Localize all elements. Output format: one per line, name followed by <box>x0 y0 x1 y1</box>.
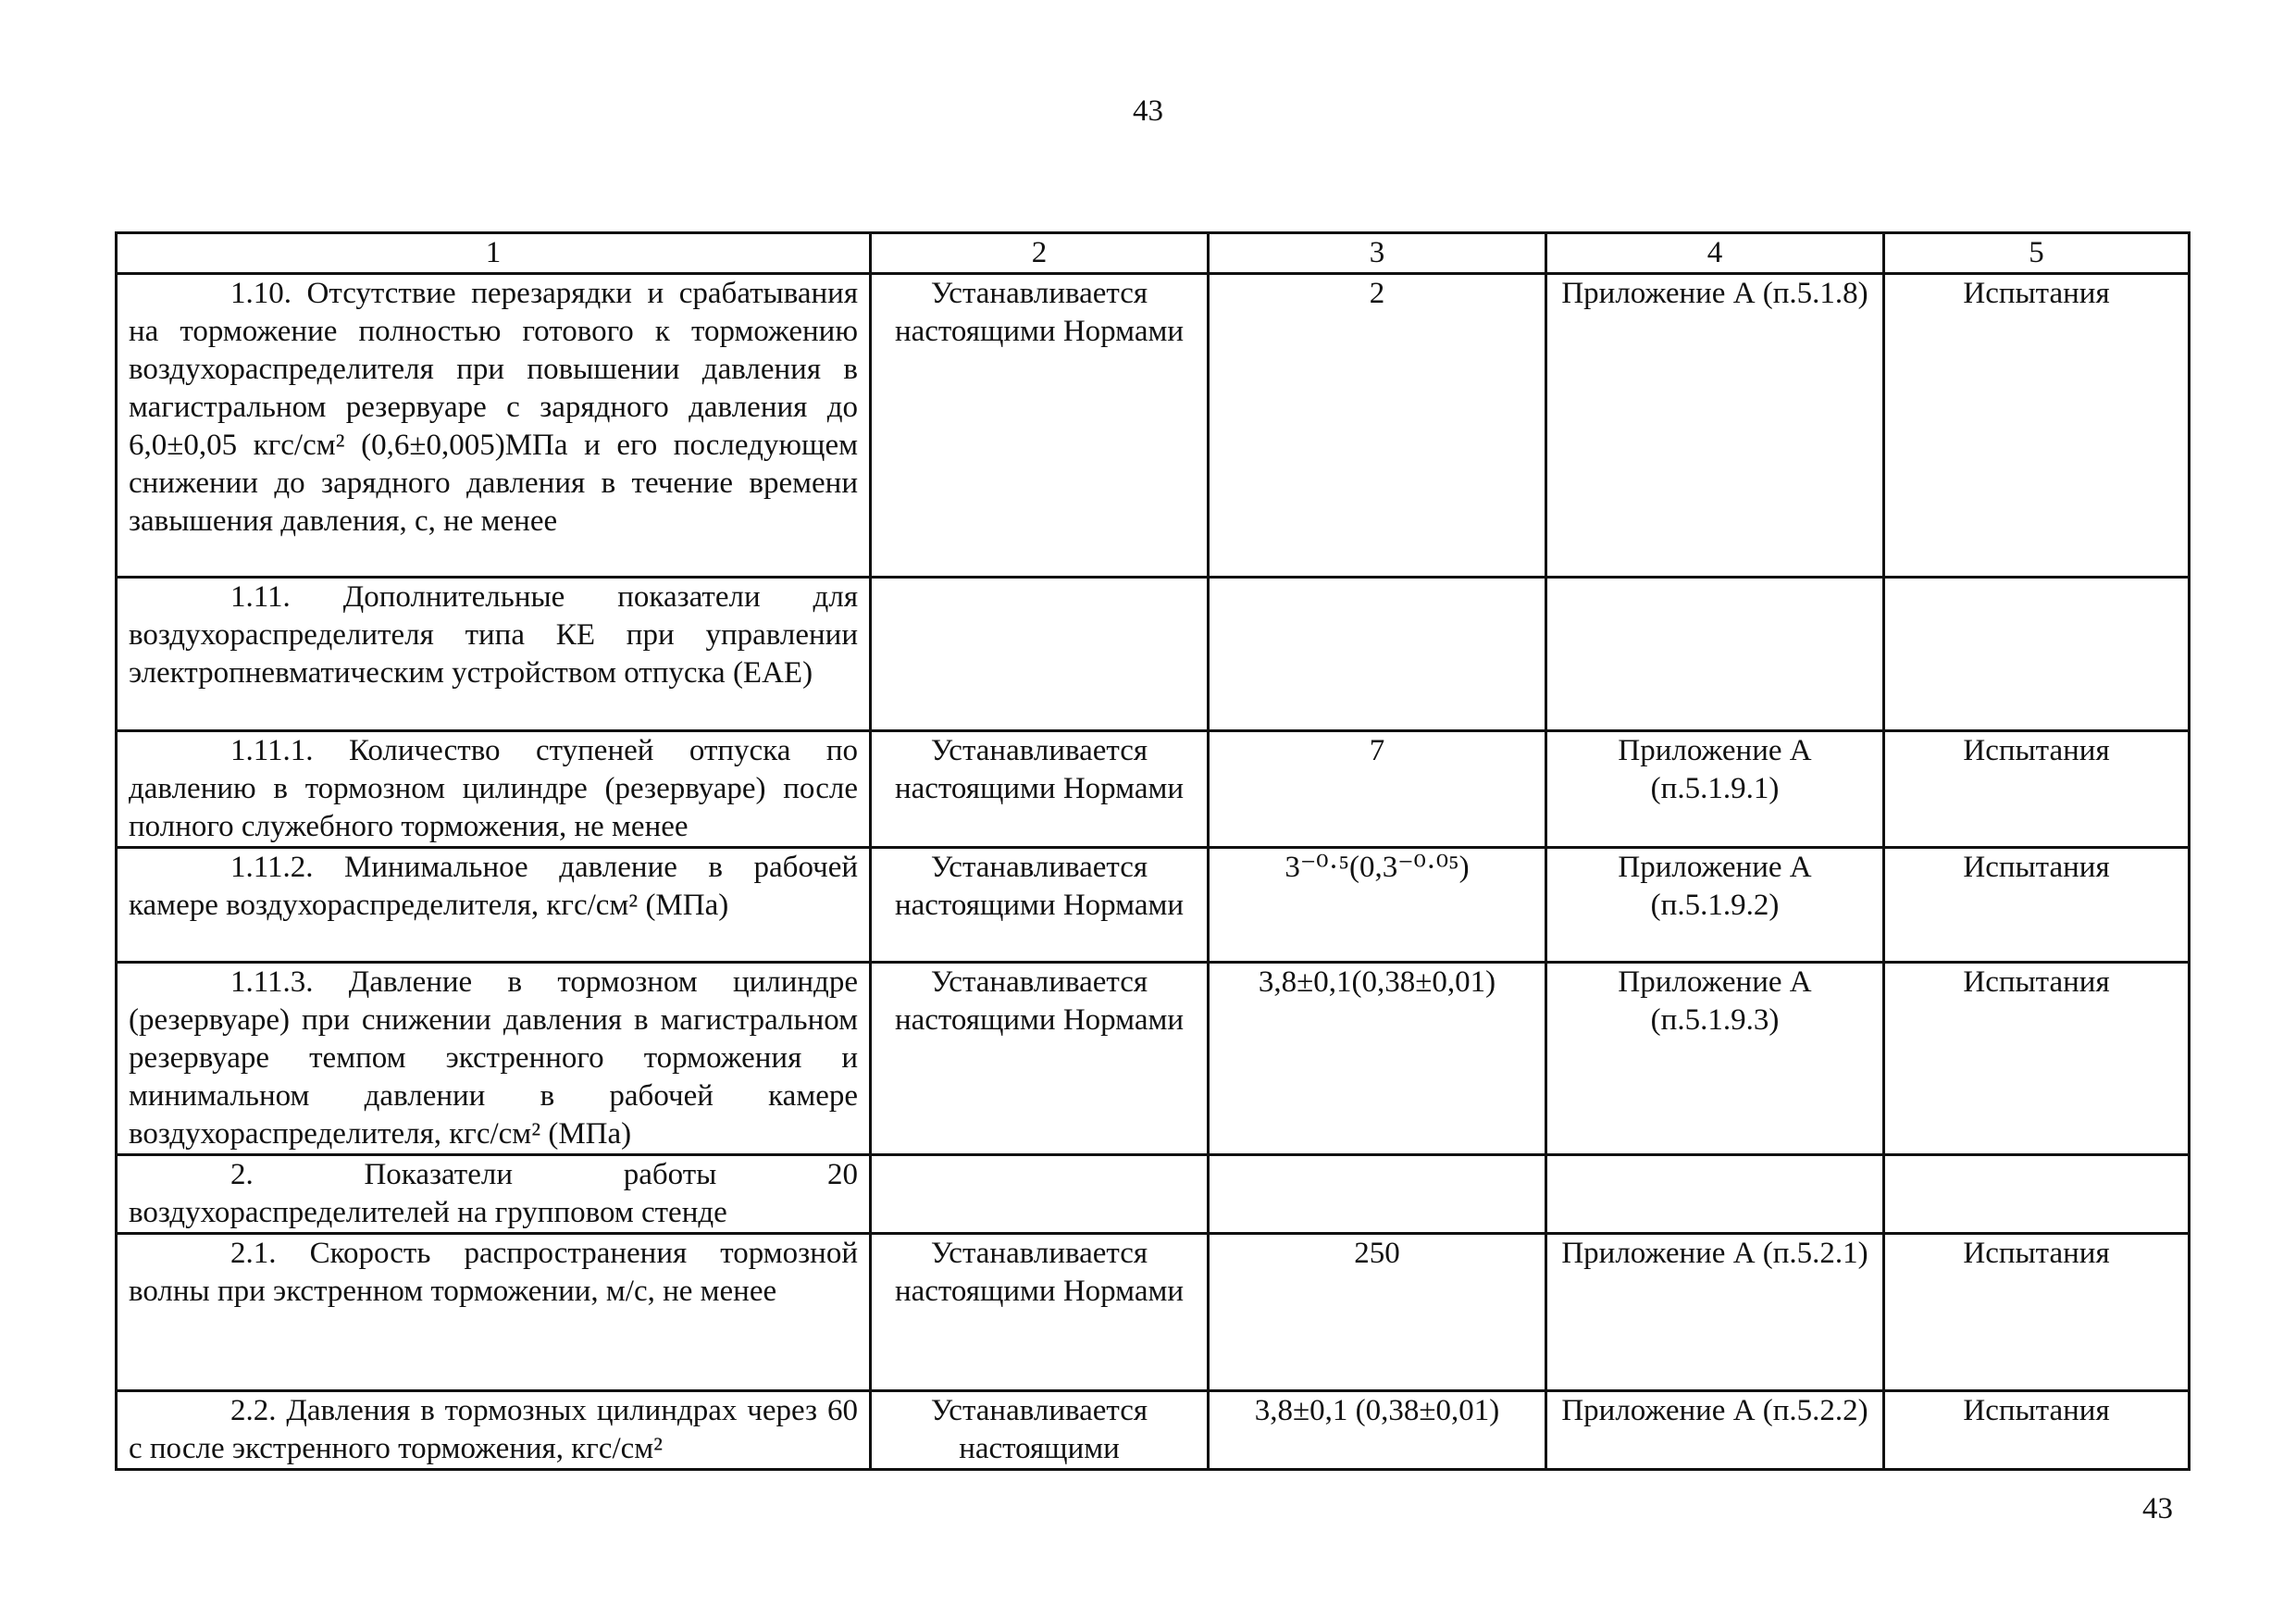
method-reference-cell: Приложение А (п.5.1.8) <box>1546 274 1884 578</box>
method-reference-cell <box>1546 578 1884 731</box>
parameter-cell: 1.11. Дополнительные показатели для воздухораспределителя типа КЕ при управлении электропневматическим устройством отпуска (ЕАЕ) <box>117 578 871 731</box>
source-cell <box>871 578 1209 731</box>
method-reference-cell: Приложение А (п.5.1.9.1) <box>1546 731 1884 848</box>
control-type-cell: Испытания <box>1884 963 2190 1155</box>
parameter-cell: 1.10. Отсутствие перезарядки и срабатывания на торможение полностью готового к торможению воздухораспределителя при повышении давления в магистральном резервуаре с зарядного давления до 6,0±0,05 кгс/см² (0,6±0,005)МПа и его последующем снижении до зарядного давления в течение времени завышения давления, с, не менее <box>117 274 871 578</box>
value-cell: 3,8±0,1 (0,38±0,01) <box>1209 1391 1546 1470</box>
control-type-cell: Испытания <box>1884 274 2190 578</box>
table-row <box>117 578 2190 731</box>
table-row <box>117 731 2190 848</box>
control-type-cell <box>1884 1155 2190 1234</box>
method-reference-cell <box>1546 1155 1884 1234</box>
value-cell: 3,8±0,1(0,38±0,01) <box>1209 963 1546 1155</box>
source-cell: Устанавливается настоящими Нормами <box>871 848 1209 963</box>
column-header: 2 <box>871 233 1209 274</box>
column-header: 3 <box>1209 233 1546 274</box>
section-heading-cell: 2. Показатели работы 20 воздухораспределителей на групповом стенде <box>117 1155 871 1234</box>
requirements-table <box>115 231 2191 1471</box>
table-row <box>117 274 2190 578</box>
table-row <box>117 1234 2190 1391</box>
column-header: 5 <box>1884 233 2190 274</box>
table-row <box>117 1391 2190 1470</box>
source-cell: Устанавливается настоящими Нормами <box>871 731 1209 848</box>
source-cell: Устанавливается настоящими Нормами <box>871 274 1209 578</box>
control-type-cell <box>1884 578 2190 731</box>
value-cell: 2 <box>1209 274 1546 578</box>
source-cell: Устанавливается настоящими <box>871 1391 1209 1470</box>
source-cell: Устанавливается настоящими Нормами <box>871 1234 1209 1391</box>
column-header: 4 <box>1546 233 1884 274</box>
table-row <box>117 848 2190 963</box>
parameter-cell: 1.11.1. Количество ступеней отпуска по давлению в тормозном цилиндре (резервуаре) после полного служебного торможения, не менее <box>117 731 871 848</box>
control-type-cell: Испытания <box>1884 731 2190 848</box>
method-reference-cell: Приложение А (п.5.2.2) <box>1546 1391 1884 1470</box>
value-cell: 3⁻⁰·⁵(0,3⁻⁰·⁰⁵) <box>1209 848 1546 963</box>
value-cell: 250 <box>1209 1234 1546 1391</box>
control-type-cell: Испытания <box>1884 848 2190 963</box>
source-cell <box>871 1155 1209 1234</box>
parameter-cell: 1.11.2. Минимальное давление в рабочей камере воздухораспределителя, кгс/см² (МПа) <box>117 848 871 963</box>
table-header-row <box>117 233 2190 274</box>
control-type-cell: Испытания <box>1884 1391 2190 1470</box>
control-type-cell: Испытания <box>1884 1234 2190 1391</box>
table-row <box>117 1155 2190 1234</box>
parameter-cell: 2.2. Давления в тормозных цилиндрах через 60 с после экстренного торможения, кгс/см² <box>117 1391 871 1470</box>
method-reference-cell: Приложение А (п.5.1.9.3) <box>1546 963 1884 1155</box>
page-number-bottom: 43 <box>2142 1492 2173 1525</box>
parameter-cell: 2.1. Скорость распространения тормозной волны при экстренном торможении, м/с, не менее <box>117 1234 871 1391</box>
source-cell: Устанавливается настоящими Нормами <box>871 963 1209 1155</box>
table-row <box>117 963 2190 1155</box>
value-cell <box>1209 578 1546 731</box>
value-cell: 7 <box>1209 731 1546 848</box>
method-reference-cell: Приложение А (п.5.1.9.2) <box>1546 848 1884 963</box>
parameter-cell: 1.11.3. Давление в тормозном цилиндре (резервуаре) при снижении давления в магистральном резервуаре темпом экстренного торможения и минимальном давлении в рабочей камере воздухораспределителя, кгс/см² (МПа) <box>117 963 871 1155</box>
column-header: 1 <box>117 233 871 274</box>
value-cell <box>1209 1155 1546 1234</box>
method-reference-cell: Приложение А (п.5.2.1) <box>1546 1234 1884 1391</box>
page-number-top: 43 <box>1133 94 1163 128</box>
